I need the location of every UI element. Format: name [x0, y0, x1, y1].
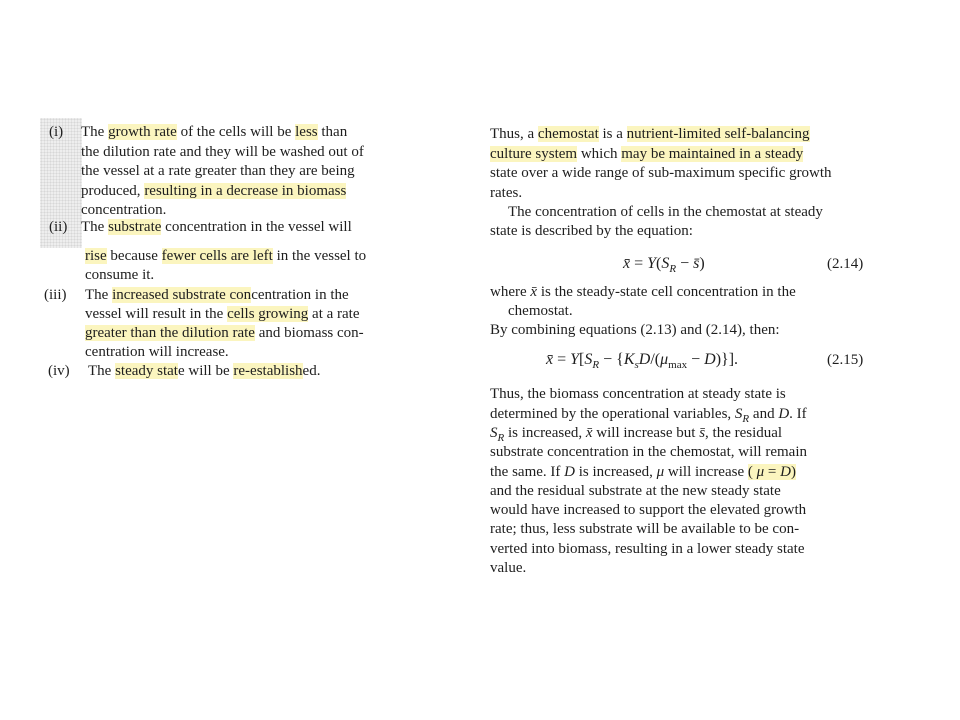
equation-term: R: [669, 263, 677, 276]
text-segment: is increased,: [504, 425, 586, 441]
highlighted-text: nutrient-limited self-balancing: [626, 126, 810, 142]
highlighted-text: cells growing: [227, 306, 309, 322]
text-segment: By combining equations (2.13) and (2.14), then:: [490, 322, 780, 338]
highlighted-text: ): [790, 464, 796, 480]
text-segment: The: [85, 287, 113, 303]
list-item-line: [81, 182, 346, 201]
highlighted-text: chemostat: [537, 126, 599, 142]
text-segment: concentration.: [81, 202, 167, 218]
text-segment: . If: [789, 406, 807, 422]
list-item-line: [81, 123, 347, 142]
list-item-label: (ii): [49, 219, 68, 235]
equation-term: S: [584, 351, 593, 368]
equation-term: Y: [647, 255, 657, 272]
equation-term: S: [661, 255, 670, 272]
text-segment: s̄: [699, 425, 706, 441]
text-segment: R: [742, 413, 750, 425]
highlighted-text: re-establish: [233, 363, 303, 379]
where-line: [490, 283, 796, 302]
highlighted-text: D: [780, 464, 791, 480]
text-segment: D: [564, 464, 575, 480]
para3-line: [490, 482, 781, 501]
list-item-label: (iv): [48, 363, 70, 379]
text-segment: of the cells will be: [176, 124, 296, 140]
text-segment: vessel will result in the: [85, 306, 228, 322]
list-item-line: [81, 162, 355, 181]
list-item-line: [81, 218, 352, 237]
equation-term: s: [634, 359, 639, 372]
text-segment: and biomass con-: [254, 325, 364, 341]
highlighted-text: substrate: [108, 219, 162, 235]
text-segment: verted into biomass, resulting in a lower steady state: [490, 541, 805, 557]
text-segment: value.: [490, 560, 527, 576]
list-item-label: (iii): [44, 287, 67, 303]
text-segment: centration will increase.: [85, 344, 229, 360]
text-segment: R: [497, 432, 505, 444]
highlighted-text: =: [764, 464, 781, 480]
highlighted-text: (: [747, 464, 757, 480]
left-column: [0, 0, 450, 720]
equation-term: R: [592, 359, 600, 372]
para1-line: [490, 125, 810, 144]
equation-term: −: [676, 255, 694, 272]
highlighted-text: resulting in a decrease in biomass: [144, 183, 347, 199]
equation-term: D: [704, 351, 716, 368]
para1-line: [490, 184, 522, 203]
text-segment: The: [88, 363, 116, 379]
list-item-line: [85, 266, 154, 285]
text-segment: e will be: [177, 363, 234, 379]
text-segment: The concentration of cells in the chemostat at steady: [508, 204, 823, 220]
right-column: [470, 0, 950, 720]
list-item-line: [85, 305, 360, 324]
text-segment: would have increased to support the elevated growth: [490, 502, 807, 518]
equation-term: [: [579, 351, 585, 368]
text-segment: rate; thus, less substrate will be available to be con-: [490, 521, 800, 537]
highlighted-text: less: [295, 124, 318, 140]
para3-line: [490, 501, 806, 520]
text-segment: is the steady-state cell concentration in the: [537, 284, 796, 300]
text-segment: the same. If: [490, 464, 565, 480]
highlighted-text: greater than the dilution rate: [85, 325, 255, 341]
list-item-line: [85, 343, 229, 362]
text-segment: produced,: [81, 183, 145, 199]
equation-term: x̄: [546, 351, 554, 368]
list-item-line: [85, 247, 366, 266]
text-segment: x̄: [585, 425, 593, 441]
equation-term: max: [668, 359, 688, 372]
text-segment: is a: [598, 126, 627, 142]
list-item-label: (i): [49, 124, 64, 140]
equation-term: =: [630, 255, 648, 272]
where-line: [508, 302, 573, 321]
text-segment: which: [577, 146, 622, 162]
equation-term: μ: [660, 351, 669, 368]
text-segment: the dilution rate and they will be washed out of: [81, 144, 364, 160]
text-segment: state is described by the equation:: [490, 223, 693, 239]
highlighted-text: culture system: [490, 146, 578, 162]
para3-line: [490, 540, 805, 559]
text-segment: ed.: [302, 363, 321, 379]
equation-eq2: [546, 349, 738, 376]
list-item-line: [85, 324, 364, 343]
text-segment: μ: [656, 464, 665, 480]
highlighted-text: growth rate: [108, 124, 177, 140]
text-segment: The: [81, 219, 109, 235]
equation-term: − {: [599, 351, 624, 368]
text-segment: Thus, the biomass concentration at steady state is: [490, 386, 786, 402]
text-segment: rates.: [490, 185, 523, 201]
text-segment: , the residual: [705, 425, 783, 441]
text-segment: consume it.: [85, 267, 155, 283]
equation-term: ): [699, 255, 705, 272]
text-segment: determined by the operational variables,: [490, 406, 735, 422]
text-segment: concentration in the vessel will: [161, 219, 352, 235]
list-item-line: [85, 286, 349, 305]
equation-term: −: [687, 351, 705, 368]
list-item-line: [88, 362, 320, 381]
text-segment: and: [749, 406, 779, 422]
para1-line: [490, 164, 832, 183]
para3-line: [490, 520, 799, 539]
equation-term: )}].: [715, 351, 739, 368]
text-segment: will increase but: [592, 425, 700, 441]
highlighted-text: steady stat: [115, 363, 178, 379]
text-segment: and the residual substrate at the new steady state: [490, 483, 781, 499]
text-segment: where: [490, 284, 531, 300]
equation-number: (2.14): [827, 256, 864, 272]
text-segment: x̄: [530, 284, 538, 300]
text-segment: chemostat.: [508, 303, 573, 319]
equation-eq1: [623, 253, 705, 280]
para3-line: [490, 463, 796, 482]
text-segment: state over a wide range of sub-maximum specific growth: [490, 165, 832, 181]
equation-term: (: [656, 255, 662, 272]
highlighted-text: rise: [85, 248, 107, 264]
equation-term: /(: [650, 351, 661, 368]
highlighted-text: increased substrate con: [112, 287, 252, 303]
para3-line: [490, 385, 786, 404]
highlighted-text: μ: [756, 464, 765, 480]
text-segment: than: [317, 124, 348, 140]
equation-number: (2.15): [827, 352, 864, 368]
equation-term: Y: [570, 351, 580, 368]
text-segment: in the vessel to: [272, 248, 367, 264]
para2-line: [490, 222, 693, 241]
text-segment: will increase: [664, 464, 748, 480]
equation-term: K: [623, 351, 635, 368]
text-segment: is increased,: [574, 464, 657, 480]
para1-line: [490, 145, 803, 164]
list-item-line: [81, 143, 364, 162]
text-segment: at a rate: [308, 306, 360, 322]
equation-term: s̄: [693, 255, 700, 272]
text-segment: the vessel at a rate greater than they are being: [81, 163, 355, 179]
highlighted-text: may be maintained in a steady: [621, 146, 804, 162]
text-segment: because: [106, 248, 162, 264]
para2-line: [508, 203, 823, 222]
combine-line: [490, 321, 780, 340]
para3-line: [490, 559, 526, 578]
text-segment: S: [490, 425, 498, 441]
text-segment: D: [778, 406, 790, 422]
text-segment: The: [81, 124, 109, 140]
para3-line: [490, 443, 807, 462]
highlighted-text: fewer cells are left: [161, 248, 273, 264]
equation-term: x̄: [623, 255, 631, 272]
text-segment: Thus, a: [490, 126, 538, 142]
text-segment: substrate concentration in the chemostat, will remain: [490, 444, 807, 460]
text-segment: S: [734, 406, 743, 422]
equation-term: =: [553, 351, 571, 368]
equation-term: D: [638, 351, 651, 368]
text-segment: centration in the: [251, 287, 349, 303]
